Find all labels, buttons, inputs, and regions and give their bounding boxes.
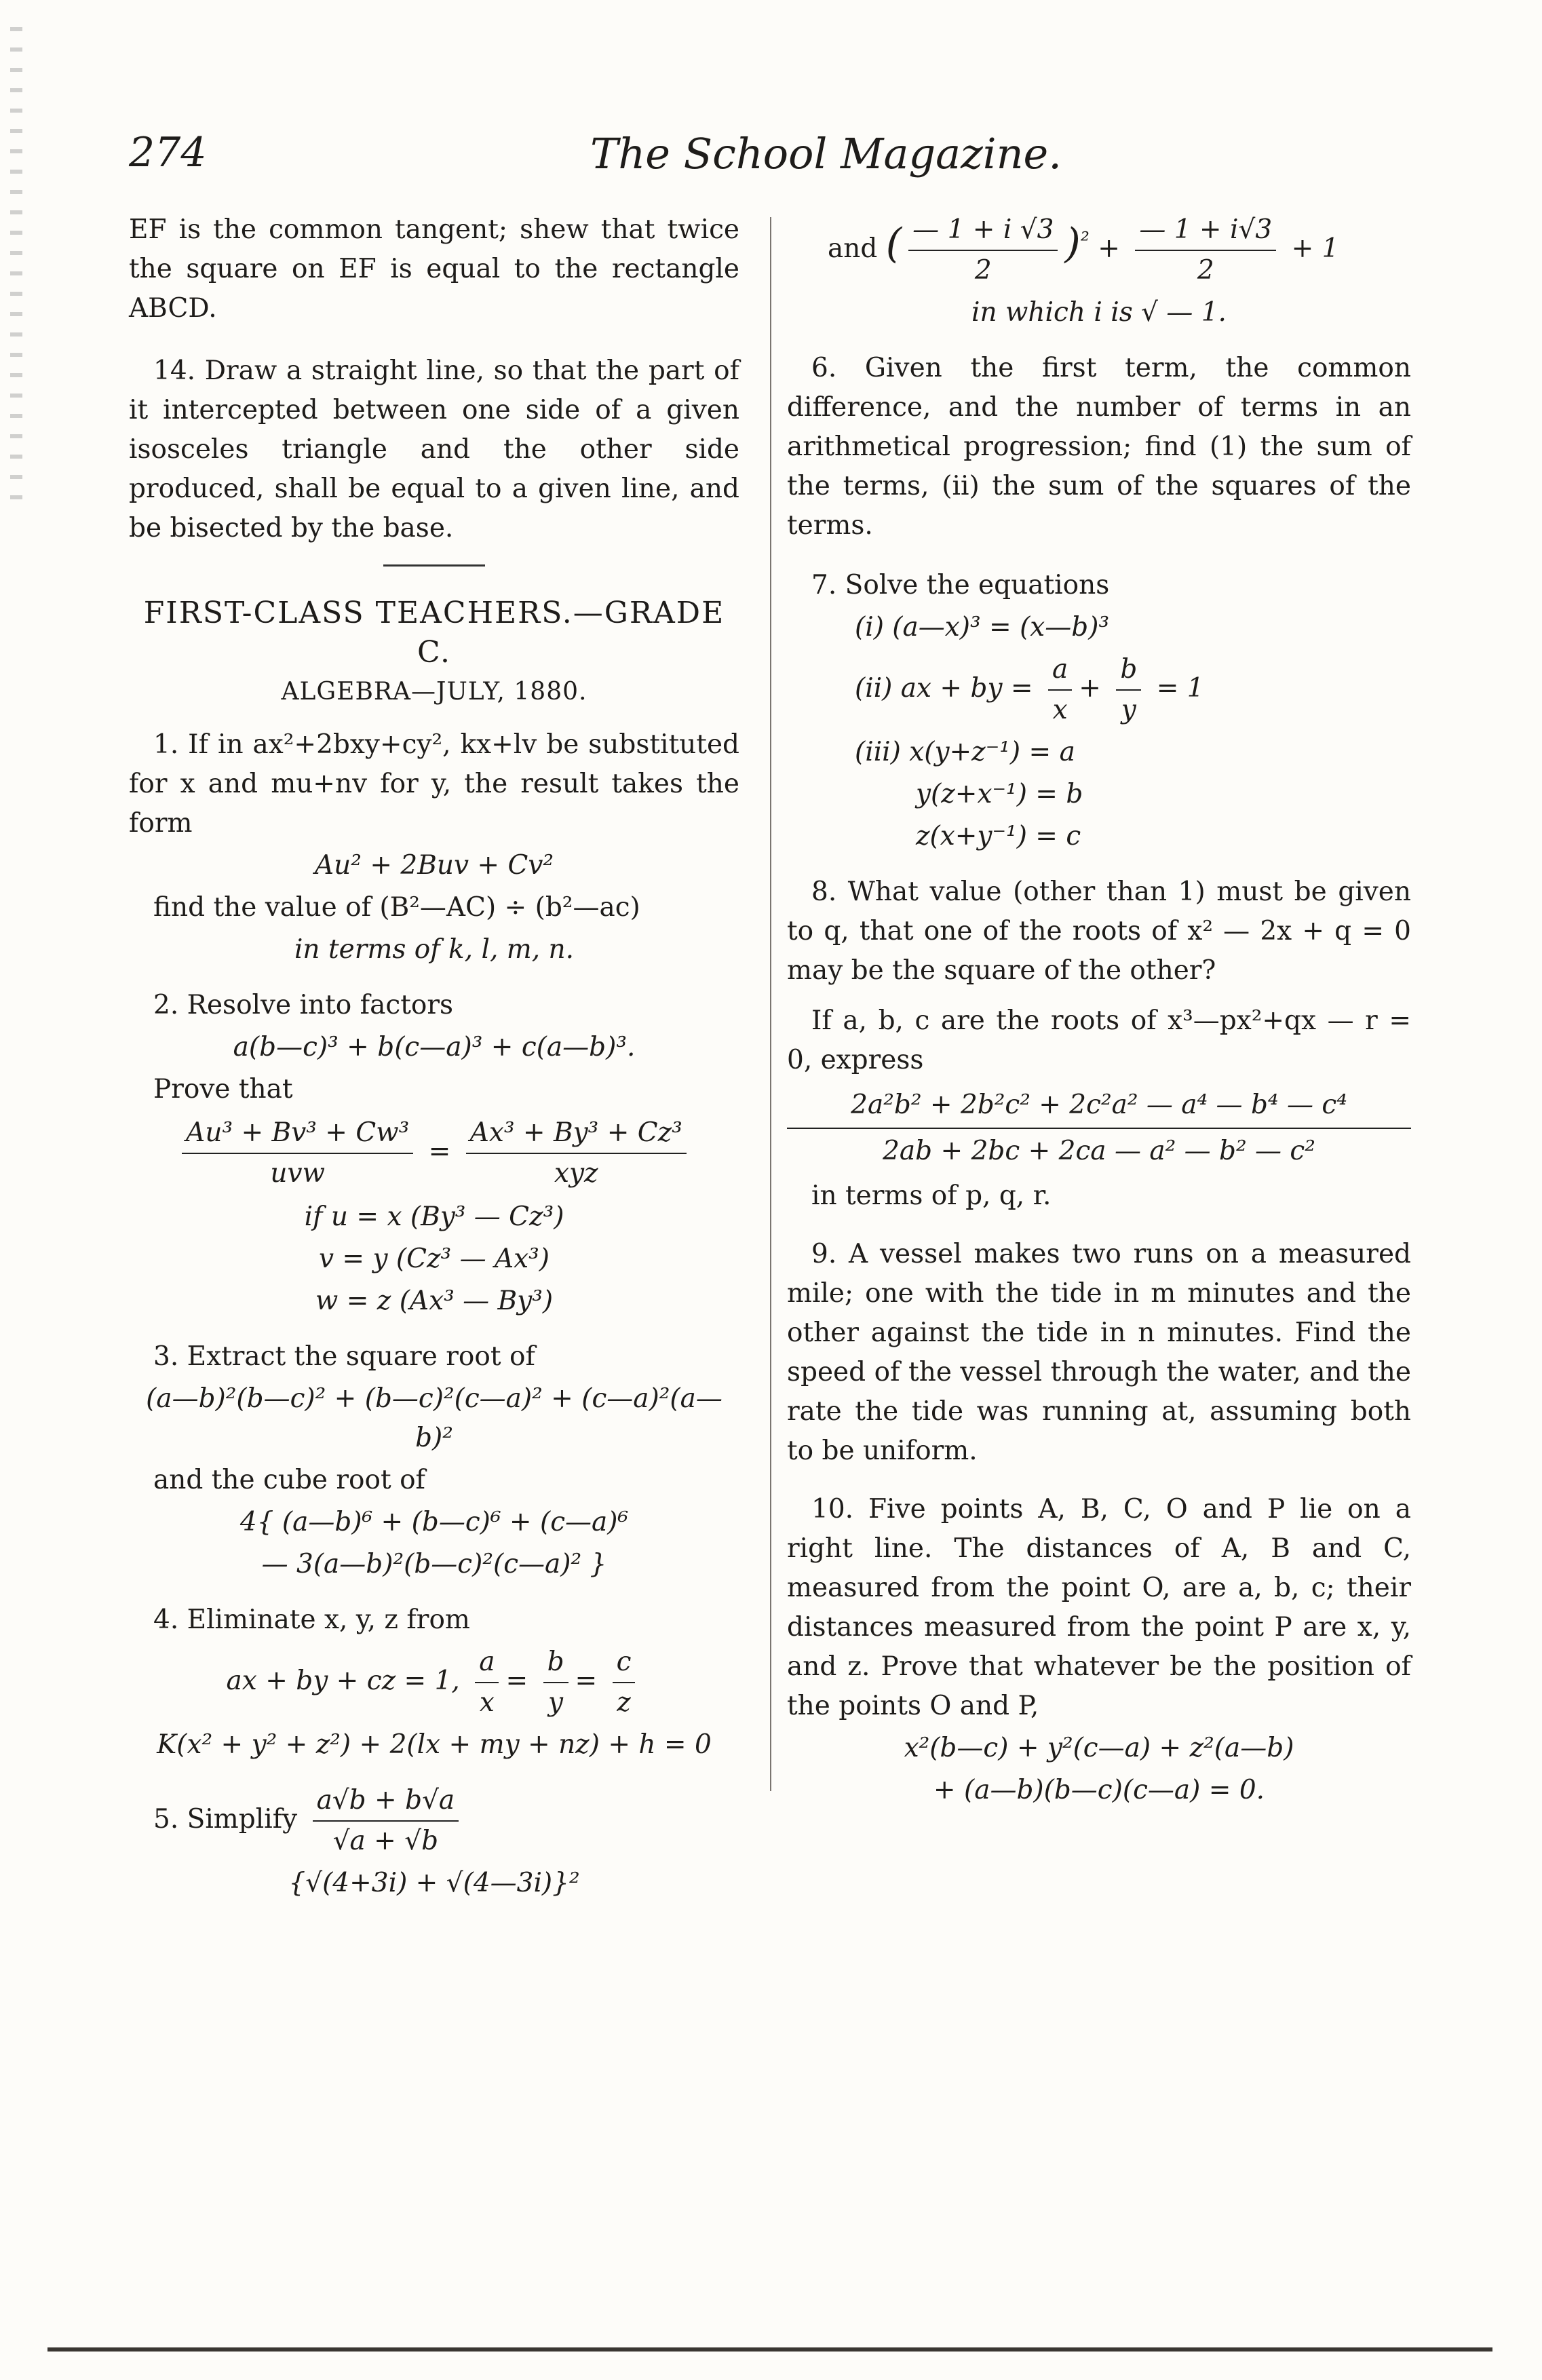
- question-10: 10. Five points A, B, C, O and P lie on a right line. The distances of A, B and C, measured from the point O, are a, b, c; their distances measured from the point P are x, y, and z. Prove that whatever be the position of the points O and P,: [787, 1494, 1411, 1721]
- question-9: 9. A vessel makes two runs on a measured mile; one with the tide in m minutes and the other against the tide in n minutes. Find the speed of the vessel through the water, and the rate the tide was running at, assuming both to be uniform.: [787, 1239, 1411, 1466]
- page-number: 274: [129, 129, 207, 176]
- q8-terms: in terms of p, q, r.: [811, 1181, 1052, 1211]
- scan-edge-line: [47, 2347, 1492, 2352]
- q2-rhs-num: Ax³ + By³ + Cz³: [466, 1113, 687, 1154]
- q3-expression-1: (a—b)²(b—c)² + (b—c)²(c—a)² + (c—a)²(a—b)²: [146, 1383, 722, 1453]
- question-13-continuation: EF is the common tangent; shew that twice the square on EF is equal to the rectangle ABCD.: [129, 214, 739, 324]
- q10-equation-2: + (a—b)(b—c)(c—a) = 0.: [933, 1775, 1265, 1805]
- q1-terms: in terms of k, l, m, n.: [294, 934, 575, 965]
- q5-fraction: [313, 1781, 459, 1861]
- question-4: 4. Eliminate x, y, z from: [153, 1605, 470, 1635]
- q7-iii-3: z(x+y⁻¹) = c: [916, 821, 1081, 851]
- section-subtitle: ALGEBRA—JULY, 1880.: [281, 678, 587, 706]
- q2-condition-1: if u = x (By³ — Cz³): [304, 1202, 564, 1232]
- q4-frac-c-den: z: [617, 1687, 631, 1718]
- q3-expression-3: — 3(a—b)²(b—c)²(c—a)² }: [261, 1549, 607, 1579]
- q4-frac-b-den: y: [548, 1687, 564, 1718]
- q10-equation-1: x²(b—c) + y²(c—a) + z²(a—b): [904, 1733, 1294, 1763]
- q3-expression-2: 4{ (a—b)⁶ + (b—c)⁶ + (c—a)⁶: [239, 1507, 629, 1537]
- q5-which: in which i is √ — 1.: [971, 297, 1227, 328]
- q4-frac-c-num: c: [613, 1643, 636, 1683]
- q7-ii-frac-b-den: y: [1121, 695, 1136, 725]
- q7-iii-2: y(z+x⁻¹) = b: [916, 779, 1083, 809]
- q2-identity: [129, 1113, 739, 1193]
- question-8b: If a, b, c are the roots of x³—px²+qx — r = 0, express: [787, 1005, 1411, 1075]
- running-title: The School Magazine.: [590, 129, 1062, 178]
- q8-num: 2a²b² + 2b²c² + 2c²a² — a⁴ — b⁴ — c⁴: [787, 1086, 1411, 1129]
- question-1: 1. If in ax²+2bxy+cy², kx+lv be substituted for x and mu+nv for y, the result takes the form: [129, 729, 739, 839]
- q5-cont-tail: + 1: [1291, 233, 1339, 264]
- q2-lhs-den: uvw: [270, 1158, 325, 1189]
- q4-linear: ax + by + cz = 1,: [226, 1666, 460, 1696]
- q2-expression: a(b—c)³ + b(c—a)³ + c(a—b)³.: [233, 1032, 636, 1062]
- q7-ii-frac-a: [1048, 650, 1072, 730]
- q5-cont-frac-1-num: — 1 + i √3: [908, 210, 1058, 251]
- question-6: 6. Given the first term, the common difference, and the number of terms in an arithmetical progression; find (1) the sum of the terms, (ii) the sum of the squares of the terms.: [787, 353, 1411, 541]
- scanned-margin-marks: [10, 27, 22, 502]
- q5-num: a√b + b√a: [313, 1781, 459, 1822]
- q4-equation-2: K(x² + y² + z²) + 2(lx + my + nz) + h = 0: [157, 1729, 712, 1760]
- q2-lhs-fraction: [182, 1113, 413, 1193]
- q2-condition-2: v = y (Cz³ — Ax³): [319, 1244, 550, 1274]
- q8-fraction: [787, 1086, 1411, 1171]
- q2-lhs-num: Au³ + Bv³ + Cw³: [182, 1113, 413, 1154]
- q4-frac-b: [543, 1643, 568, 1723]
- q1-form: Au² + 2Buv + Cv²: [315, 850, 554, 881]
- q4-equation-1: ax + by + cz = 1, $\frac{a}{x}$ = $\frac{b}{y}$ = $\frac{c}{z}$: [129, 1643, 739, 1723]
- q7-i: (i) (a—x)³ = (x—b)³: [855, 612, 1110, 642]
- q5-cont-frac-2-den: 2: [1197, 255, 1214, 286]
- section-rule: [383, 564, 485, 567]
- q7-ii-pre: (ii) ax + by =: [855, 673, 1033, 704]
- q7-ii-frac-b: [1116, 650, 1141, 730]
- q4-frac-c: [613, 1643, 636, 1723]
- question-7: 7. Solve the equations: [811, 570, 1110, 600]
- q2-condition-3: w = z (Ax³ — By³): [315, 1286, 554, 1316]
- right-column: [787, 210, 1411, 1813]
- q5-cont-frac-2-num: — 1 + i√3: [1135, 210, 1276, 251]
- section-title: FIRST-CLASS TEACHERS.—GRADE C.: [143, 596, 725, 670]
- q2-rhs-fraction: [466, 1113, 687, 1193]
- q4-frac-a-den: x: [479, 1687, 495, 1718]
- q5-cont-frac-2: [1135, 210, 1276, 290]
- q4-frac-b-num: b: [543, 1643, 568, 1683]
- question-2: 2. Resolve into factors: [153, 990, 454, 1020]
- q5-den: √a + √b: [332, 1826, 439, 1856]
- q3-and: and the cube root of: [153, 1465, 425, 1495]
- q7-ii: (ii) ax + by = $\frac{a}{x}$ + $\frac{b}{y}$ = 1: [787, 650, 1411, 730]
- q5-cont-frac-1: [908, 210, 1058, 290]
- q5-cont-frac-1-den: 2: [974, 255, 992, 286]
- question-5: [129, 1781, 739, 1861]
- q4-frac-a-num: a: [475, 1643, 499, 1683]
- q7-iii: (iii) x(y+z⁻¹) = a: [855, 737, 1075, 767]
- q2-prove: Prove that: [153, 1074, 293, 1105]
- question-8: 8. What value (other than 1) must be given to q, that one of the roots of x² — 2x + q = 0 may be the square of the other?: [787, 877, 1411, 986]
- left-column: [129, 210, 739, 1906]
- q4-frac-a: [475, 1643, 499, 1723]
- q7-ii-frac-a-num: a: [1048, 650, 1072, 691]
- question-14: 14. Draw a straight line, so that the part of it intercepted between one side of a given isosceles triangle and the other side produced, shall be equal to a given line, and be bisected by the base.: [129, 356, 739, 543]
- q1-find: find the value of (B²—AC) ÷ (b²—ac): [153, 892, 640, 923]
- question-3: 3. Extract the square root of: [153, 1341, 535, 1372]
- q5-expression-2: {√(4+3i) + √(4—3i)}²: [288, 1868, 580, 1898]
- q5-continuation: and ( $\frac{— 1 + i √3}{2}$ )$^{^2}$ + $\frac{— 1 + i√3}{2}$ + 1: [787, 210, 1411, 290]
- q7-ii-frac-a-den: x: [1052, 695, 1068, 725]
- q7-ii-post: = 1: [1156, 673, 1204, 704]
- q2-rhs-den: xyz: [554, 1158, 598, 1189]
- column-divider: [770, 217, 771, 1791]
- q5-and: and: [828, 233, 878, 264]
- q8-den: 2ab + 2bc + 2ca — a² — b² — c²: [883, 1136, 1315, 1166]
- q2-equals: =: [428, 1136, 451, 1167]
- q5-label: 5. Simplify: [153, 1804, 298, 1835]
- q7-ii-frac-b-num: b: [1116, 650, 1141, 691]
